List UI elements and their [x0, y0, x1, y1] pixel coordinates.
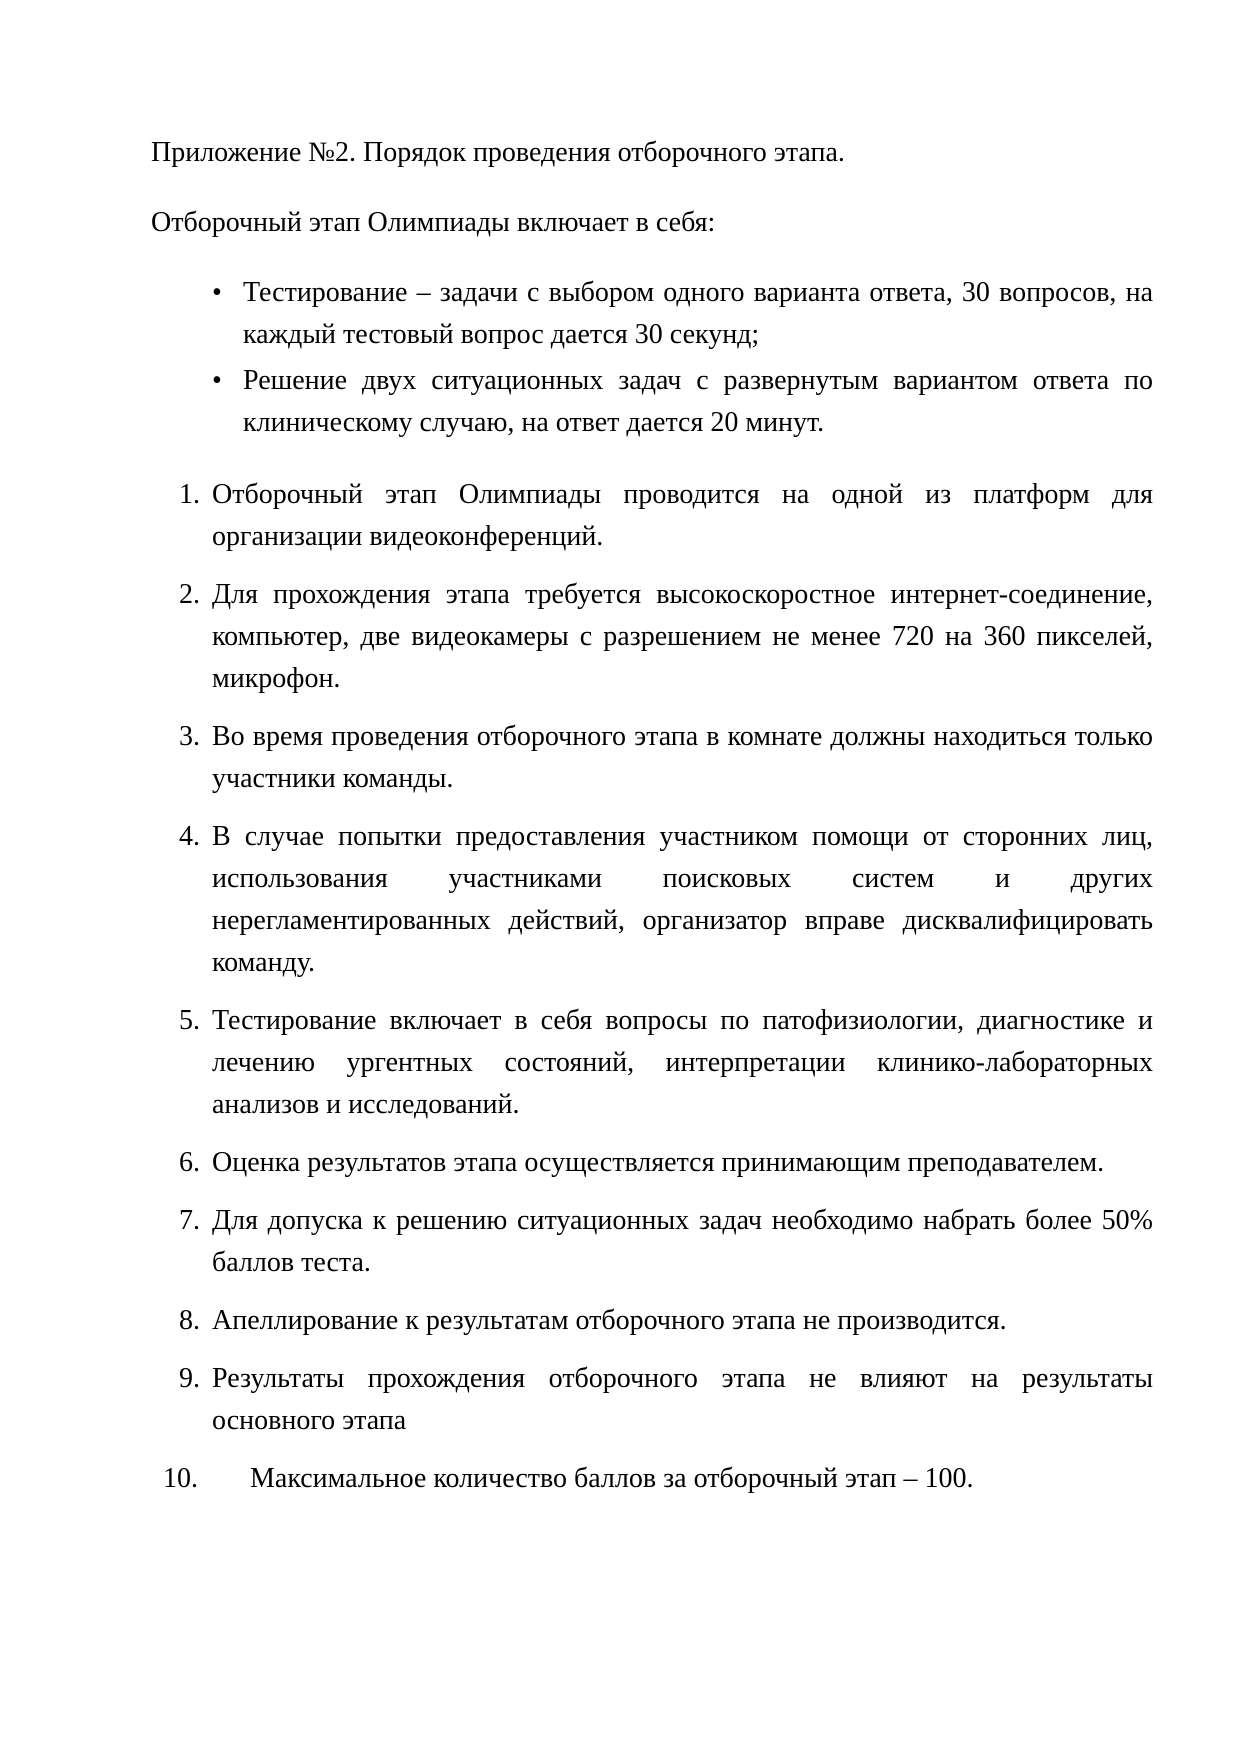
- numbered-item-1: [151, 474, 1153, 558]
- numbered-item-8: [151, 1300, 1153, 1342]
- numbered-list: [151, 474, 1153, 1500]
- numbered-item-text: Для прохождения этапа требуется высокоскоростное интернет-соединение, компьютер, две видеокамеры с разрешением не менее 720 на 360 пикселей, микрофон.: [212, 579, 1153, 694]
- numbered-item-6: [151, 1142, 1153, 1184]
- item-number: 6.: [179, 1147, 200, 1178]
- item-number: 7.: [179, 1205, 200, 1236]
- numbered-item-3: [151, 716, 1153, 800]
- numbered-item-text: В случае попытки предоставления участником помощи от сторонних лиц, использования участниками поисковых систем и других нерегламентированных действий, организатор вправе дисквалифицировать команду.: [212, 821, 1153, 978]
- numbered-item-text: Во время проведения отборочного этапа в комнате должны находиться только участники команды.: [212, 721, 1153, 794]
- bullet-list: [151, 272, 1153, 444]
- item-number: 4.: [179, 821, 200, 852]
- numbered-item-text: Максимальное количество баллов за отборочный этап – 100.: [250, 1463, 974, 1494]
- numbered-item-text: Апеллирование к результатам отборочного этапа не производится.: [212, 1305, 1007, 1336]
- item-number: 9.: [179, 1363, 200, 1394]
- item-number: 3.: [179, 721, 200, 752]
- numbered-item-10: [151, 1458, 1153, 1500]
- item-number: 2.: [179, 579, 200, 610]
- numbered-item-text: Тестирование включает в себя вопросы по патофизиологии, диагностике и лечению ургентных состояний, интерпретации клинико-лабораторных анализов и исследований.: [212, 1005, 1153, 1120]
- numbered-item-7: [151, 1200, 1153, 1284]
- numbered-item-2: [151, 574, 1153, 700]
- bullet-icon: •: [212, 365, 222, 396]
- document-title: Приложение №2. Порядок проведения отборочного этапа.: [151, 137, 845, 168]
- numbered-item-text: Отборочный этап Олимпиады проводится на одной из платформ для организации видеоконференций.: [212, 479, 1153, 552]
- document-content: [151, 104, 1153, 1500]
- numbered-item-text: Оценка результатов этапа осуществляется принимающим преподавателем.: [212, 1147, 1105, 1178]
- item-number: 1.: [179, 479, 200, 510]
- bullet-item-text: Решение двух ситуационных задач с развернутым вариантом ответа по клиническому случаю, на ответ дается 20 минут.: [243, 365, 1153, 438]
- bullet-item-text: Тестирование – задачи с выбором одного варианта ответа, 30 вопросов, на каждый тестовый вопрос дается 30 секунд;: [243, 277, 1153, 350]
- item-number: 5.: [179, 1005, 200, 1036]
- bullet-item: [151, 272, 1153, 356]
- numbered-item-4: [151, 816, 1153, 984]
- numbered-item-text: Результаты прохождения отборочного этапа не влияют на результаты основного этапа: [212, 1363, 1153, 1436]
- numbered-item-text: Для допуска к решению ситуационных задач необходимо набрать более 50% баллов теста.: [212, 1205, 1153, 1278]
- bullet-icon: •: [212, 277, 222, 308]
- item-number: 10.: [163, 1463, 198, 1494]
- item-number: 8.: [179, 1305, 200, 1336]
- numbered-item-5: [151, 1000, 1153, 1126]
- bullet-item: [151, 360, 1153, 444]
- intro-paragraph: Отборочный этап Олимпиады включает в себя:: [151, 207, 716, 238]
- numbered-item-9: [151, 1358, 1153, 1442]
